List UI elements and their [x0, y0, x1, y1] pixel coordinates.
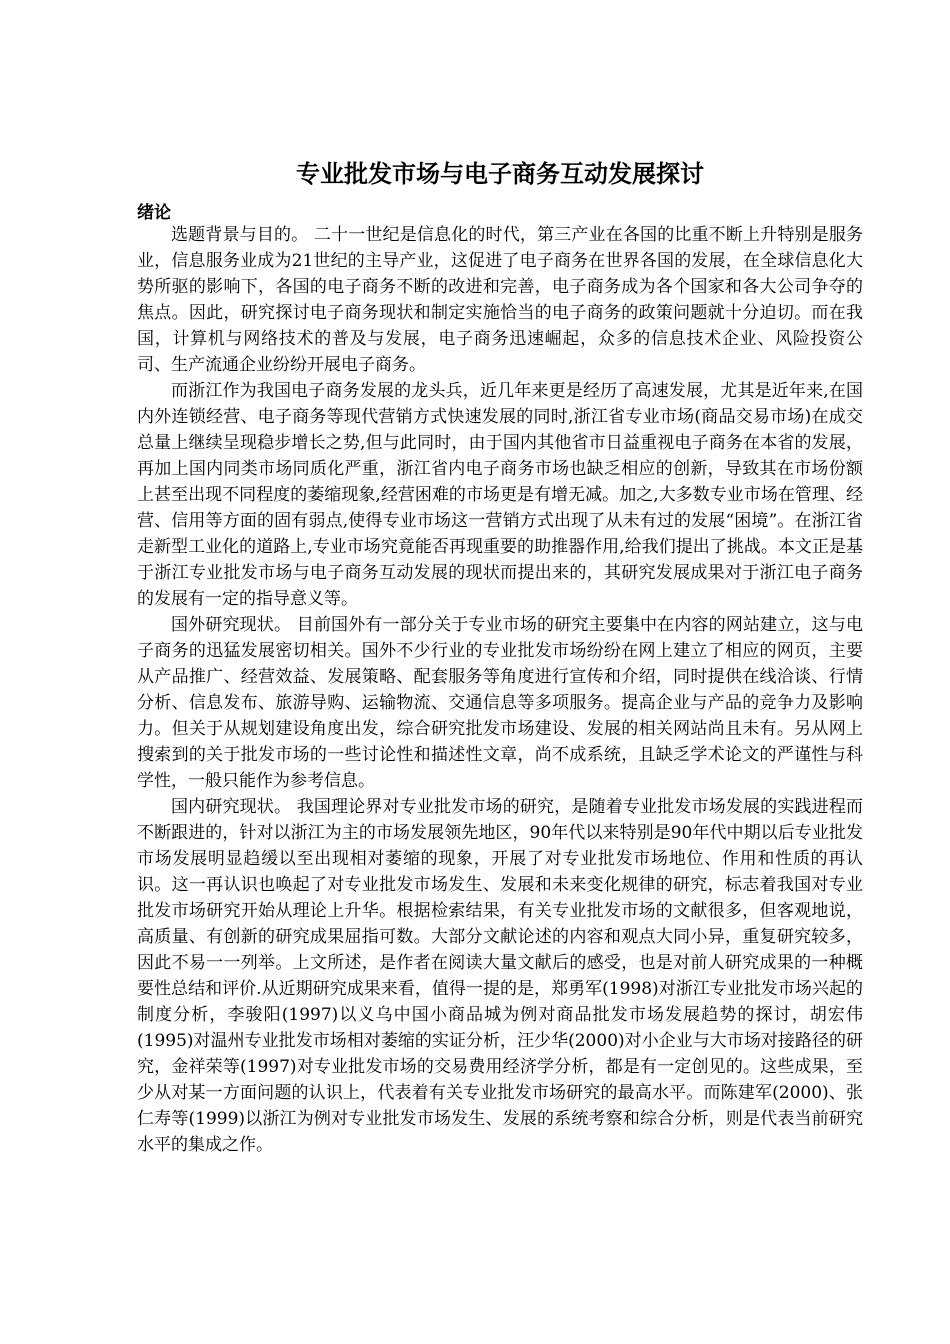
paragraph-text: 二十一世纪是信息化的时代，第三产业在各国的比重不断上升特别是服务业，信息服务业成为21世纪的主导产业，这促进了电子商务在世界各国的发展，在全球信息化大势所驱的影响下，各国的电子商务不断的改进和完善，电子商务成为各个国家和各大公司争夺的焦点。因此，研究探讨电子商务现状和制定实施恰当的电子商务的政策问题就十分迫切。而在我国，计算机与网络技术的普及与发展，电子商务迅速崛起，众多的信息技术企业、风险投资公司、生产流通企业纷纷开展电子商务。: [137, 225, 864, 375]
paragraph-foreign-research: [137, 612, 863, 794]
paragraph-text: 而浙江作为我国电子商务发展的龙头兵，近几年来更是经历了高速发展，尤其是近年来,在国内外连锁经营、电子商务等现代营销方式快速发展的同时,浙江省专业市场(商品交易市场)在成交总量上继续呈现稳步增长之势,但与此同时，由于国内其他省市日益重视电子商务在本省的发展，再加上国内同类市场同质化严重，浙江省内电子商务市场也缺乏相应的创新，导致其在市场份额上甚至出现不同程度的萎缩现象,经营困难的市场更是有增无减。加之,大多数专业市场在管理、经营、信用等方面的固有弱点,使得专业市场这一营销方式出现了从未有过的发展“困境”。在浙江省走新型工业化的道路上,专业市场究竟能否再现重要的助推器作用,给我们提出了挑战。本文正是基于浙江专业批发市场与电子商务互动发展的现状而提出来的，其研究发展成果对于浙江电子商务的发展有一定的指导意义等。: [137, 381, 863, 609]
paragraph-domestic-research: [137, 794, 863, 1158]
paragraph-lead: 选题背景与目的。: [171, 225, 309, 245]
paragraph-background: [137, 222, 863, 378]
paragraph-text: 我国理论界对专业批发市场的研究，是随着专业批发市场发展的实践进程而不断跟进的，针对以浙江为主的市场发展领先地区，90年代以来特别是90年代中期以后专业批发市场发展明显趋缓以至出现相对萎缩的现象，开展了对专业批发市场地位、作用和性质的再认识。这一再认识也唤起了对专业批发市场发生、发展和未来变化规律的研究，标志着我国对专业批发市场研究开始从理论上升华。根据检索结果，有关专业批发市场的文献很多，但客观地说，高质量、有创新的研究成果屈指可数。大部分文献论述的内容和观点大同小异，重复研究较多，因此不易一一列举。上文所述，是作者在阅读大量文献后的感受，也是对前人研究成果的一种概要性总结和评价.从近期研究成果来看，值得一提的是，郑勇军(1998)对浙江专业批发市场兴起的制度分析，李骏阳(1997)以义乌中国小商品城为例对商品批发市场发展趋势的探讨，胡宏伟(1995)对温州专业批发市场相对萎缩的实证分析，汪少华(2000)对小企业与大市场对接路径的研究，金祥荣等(1997)对专业批发市场的交易费用经济学分析，都是有一定创见的。这些成果，至少从对某一方面问题的认识上，代表着有关专业批发市场研究的最高水平。而陈建军(2000)、张仁寿等(1999)以浙江为例对专业批发市场发生、发展的系统考察和综合分析，则是代表当前研究水平的集成之作。: [137, 797, 863, 1155]
document-title: 专业批发市场与电子商务互动发展探讨: [296, 160, 704, 188]
document-body: [137, 222, 863, 1158]
section-heading: 绪论: [137, 203, 171, 223]
paragraph-zhejiang: [137, 378, 863, 612]
paragraph-text: 目前国外有一部分关于专业市场的研究主要集中在内容的网站建立，这与电子商务的迅猛发展密切相关。国外不少行业的专业批发市场纷纷在网上建立了相应的网页，主要从产品推广、经营效益、发展策略、配套服务等角度进行宣传和介绍，同时提供在线洽谈、行情分析、信息发布、旅游导购、运输物流、交通信息等多项服务。提高企业与产品的竞争力及影响力。但关于从规划建设角度出发，综合研究批发市场建设、发展的相关网站尚且未有。另从网上搜索到的关于批发市场的一些讨论性和描述性文章，尚不成系统，且缺乏学术论文的严谨性与科学性，一般只能作为参考信息。: [137, 615, 863, 791]
paragraph-lead: 国内研究现状。: [171, 797, 292, 817]
paragraph-lead: 国外研究现状。: [171, 615, 292, 635]
